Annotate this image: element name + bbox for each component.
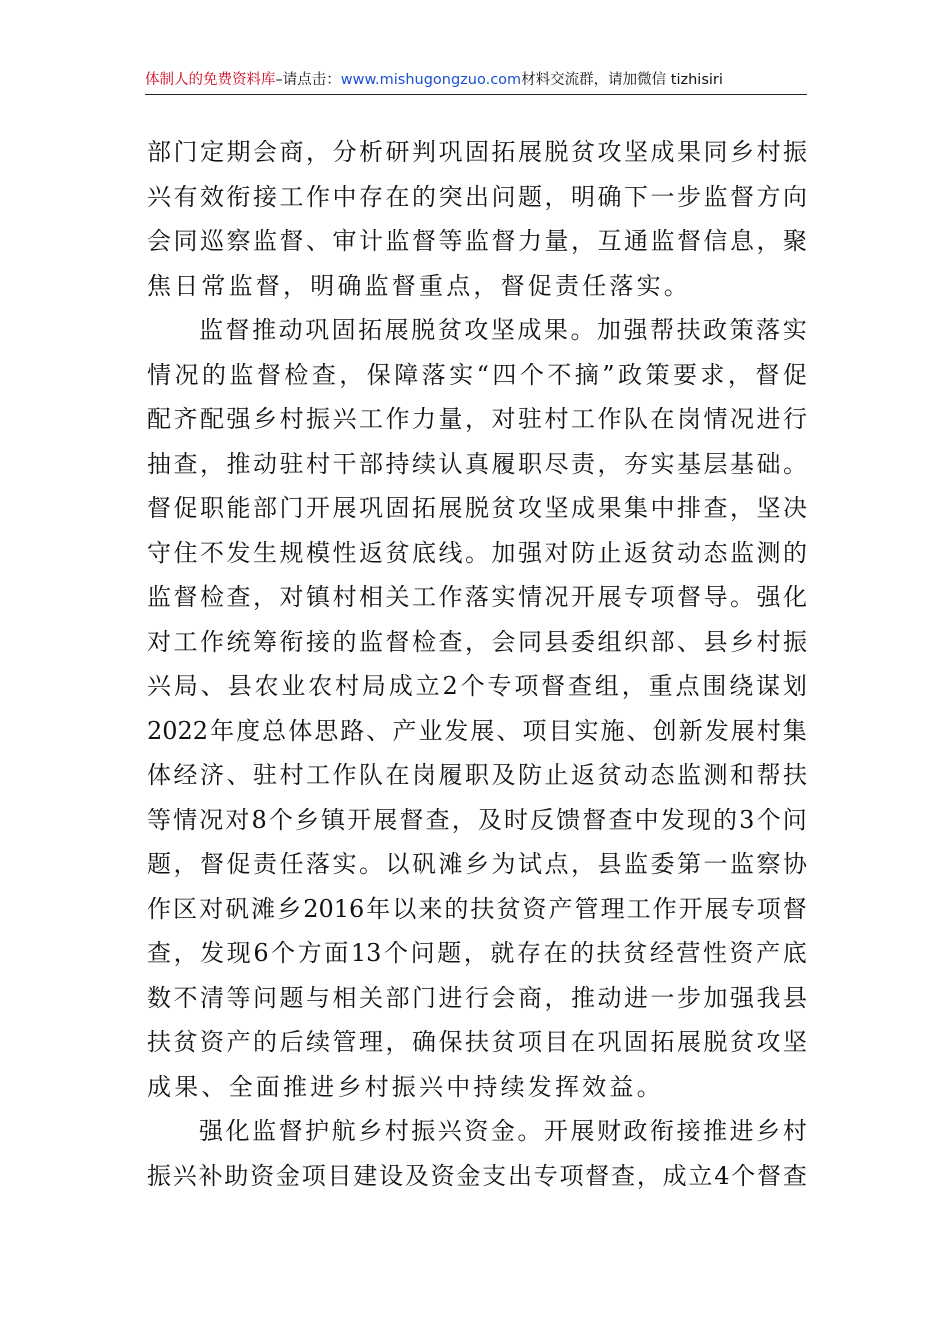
header-suffix: 材料交流群，请加微信 tizhisiri xyxy=(521,72,723,88)
body-line: 兴 有 效 衔 接 工 作 中 存 在 的 突 出 问 题 ， 明 确 下 一 步 监 督 方 向 xyxy=(147,182,807,211)
paragraph-start-line: 强 化 监 督 护 航 乡 村 振 兴 资 金 。 开 展 财 政 衔 接 推 进 乡 村 xyxy=(199,1117,807,1145)
body-line: 守 住 不 发 生 规 模 性 返 贫 底 线 。 加 强 对 防 止 返 贫 动 态 监 测 的 xyxy=(147,538,807,567)
body-line: 查 ， 发 现 6 个 方 面 13 个 问 题 ， 就 存 在 的 扶 贫 经 营 性 资 产 底 xyxy=(147,939,807,967)
body-line: 部 门 定 期 会 商 ， 分 析 研 判 巩 固 拓 展 脱 贫 攻 坚 成 果 同 乡 村 振 xyxy=(147,138,807,166)
body-line: 监 督 检 查 ， 对 镇 村 相 关 工 作 落 实 情 况 开 展 专 项 督 导 。 强 化 xyxy=(147,583,807,611)
body-line: 作 区 对 矾 滩 乡 2016 年 以 来 的 扶 贫 资 产 管 理 工 作 开 展 专 项 督 xyxy=(147,894,807,923)
body-line: 数 不 清 等 问 题 与 相 关 部 门 进 行 会 商 ， 推 动 进 一 步 加 强 我 县 xyxy=(147,983,807,1012)
body-line: 焦日常监督，明确监督重点，督促责任落实。 xyxy=(147,271,691,300)
header-prompt: –请点击： xyxy=(275,72,341,88)
body-line: 成果、全面推进乡村振兴中持续发挥效益。 xyxy=(147,1072,664,1101)
body-line: 配 齐 配 强 乡 村 振 兴 工 作 力 量 ， 对 驻 村 工 作 队 在 岗 情 况 进 行 xyxy=(147,405,807,433)
document-body xyxy=(147,130,807,1198)
body-line: 兴 局 、 县 农 业 农 村 局 成 立 2 个 专 项 督 查 组 ， 重 点 围 绕 谋 划 xyxy=(147,672,807,700)
body-line: 抽 查 ， 推 动 驻 村 干 部 持 续 认 真 履 职 尽 责 ， 夯 实 基 层 基 础 。 xyxy=(147,449,807,478)
body-line: 会 同 巡 察 监 督 、 审 计 监 督 等 监 督 力 量 ， 互 通 监 督 信 息 ， 聚 xyxy=(147,227,807,255)
body-line: 扶 贫 资 产 的 后 续 管 理 ， 确 保 扶 贫 项 目 在 巩 固 拓 展 脱 贫 攻 坚 xyxy=(147,1028,807,1056)
body-line: 情 况 的 监 督 检 查 ， 保 障 落 实 “ 四 个 不 摘 ” 政 策 要 求 ， 督 促 xyxy=(147,360,807,389)
body-line: 振 兴 补 助 资 金 项 目 建 设 及 资 金 支 出 专 项 督 查 ， 成 立 4 个 督 查 xyxy=(147,1161,807,1190)
body-line: 题 ， 督 促 责 任 落 实 。 以 矾 滩 乡 为 试 点 ， 县 监 委 第 一 监 察 协 xyxy=(147,850,807,878)
body-line: 等 情 况 对 8 个 乡 镇 开 展 督 查 ， 及 时 反 馈 督 查 中 发 现 的 3 个 问 xyxy=(147,805,807,834)
header-url-link[interactable]: www.mishugongzuo.com xyxy=(340,72,522,88)
page-header xyxy=(145,68,807,95)
paragraph-start-line: 监 督 推 动 巩 固 拓 展 脱 贫 攻 坚 成 果 。 加 强 帮 扶 政 策 落 实 xyxy=(199,316,807,344)
body-line: 对 工 作 统 筹 衔 接 的 监 督 检 查 ， 会 同 县 委 组 织 部 、 县 乡 村 振 xyxy=(147,627,807,656)
header-site-name: 体制人的免费资料库 xyxy=(145,72,276,88)
body-line: 体 经 济 、 驻 村 工 作 队 在 岗 履 职 及 防 止 返 贫 动 态 监 测 和 帮 扶 xyxy=(147,761,807,789)
body-line: 督 促 职 能 部 门 开 展 巩 固 拓 展 脱 贫 攻 坚 成 果 集 中 排 查 ， 坚 决 xyxy=(147,494,807,522)
body-line: 2022 年 度 总 体 思 路 、 产 业 发 展 、 项 目 实 施 、 创 新 发 展 村 集 xyxy=(147,716,807,745)
